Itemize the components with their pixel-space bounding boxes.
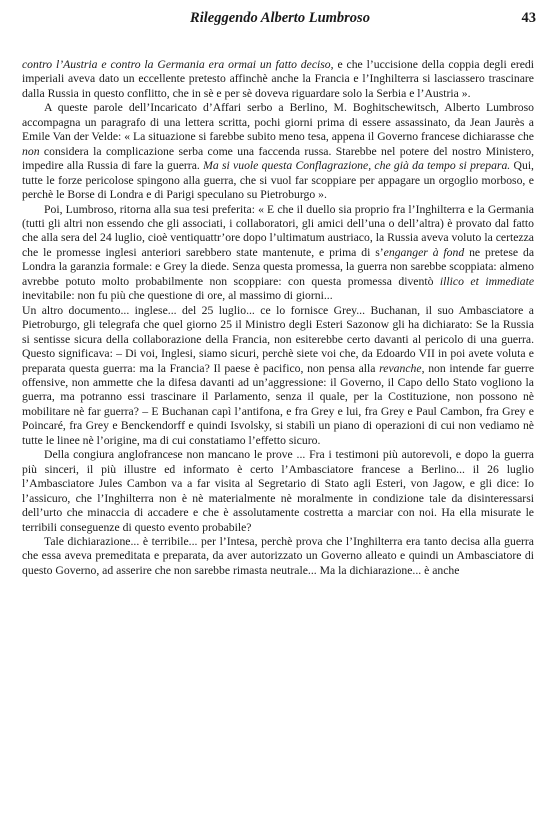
text-run: , non intende far guerre offensive, non ammette che la difesa davanti ad un’aggressione: il Governo, il Capo dello Stato vogliono la guerra, ma potranno essi trascinare il Parlamento, senza il quale, per la Costituzione, non possono nè mobilitare nè far guerra? – E Buchanan capì l’antifona, e fra Grey e lui, fra Grey e Paul Cambon, fra Grey e Poincaré, fra Grey e Benckendorff e quindi Isvolsky, si stabilì un piano di operazioni di cui non vediamo nè tutte le linee nè l’origine, ma di cui constatiamo l’effetto sicuro. [22, 361, 535, 447]
italic-text: illico et immediate [439, 274, 535, 288]
paragraph [22, 448, 534, 535]
italic-text: enganger à fond [383, 245, 465, 259]
paragraph [22, 304, 534, 449]
text-run: Della congiura anglofrancese non mancano le prove ... Fra i testimoni più autorevoli, e dopo la guerra più sinceri, il più illustre ed informato è certo l’Ambasciatore francese a Berlino... il 26 luglio l’Ambasciatore Jules Cambon va a far visita al Segretario di Stato agli Esteri, von Jagow, e gli dice: Io l’assicuro, che l’Inghilterra non è nè materialmente nè moralmente in condizione tale da disinteressarsi dell’urto che minaccia di accadere e che è assolutamente costretta a marciar con noi. Ha ella misurate le terribili conseguenze di questo evento probabile? [22, 448, 534, 534]
text-run: Un altro documento... inglese... del 25 luglio... ce lo fornisce Grey... Buchanan, il suo Ambasciatore a Pietroburgo, gli telegrafa che quel giorno 25 il Ministro degli Esteri Sazonow gli ha dichiarato: Se la Russia si sentisse sicura della collaborazione della Francia, non esiterebbe certo davanti al pericolo di una guerra. Questo significava: – Di voi, Inglesi, siamo sicuri, perchè siete voi che, da Edoardo VII in poi avete voluta e preparata questa guerra: ma la Francia? Il paese è pacifico, non pensa alla [22, 303, 534, 375]
text-run: ne pretese da Londra la garanzia formale: e Grey la diede. Senza questa promessa, la guerra non sarebbe scoppiata: almeno avrebbe potuto molto probabilmente non scoppiare: con questa promessa diventò [22, 245, 535, 288]
text-run: Tale dichiarazione... è terribile... per l’Intesa, perchè prova che l’Inghilterra era tanto decisa alla guerra che essa aveva premeditata e preparata, da aver autorizzato un Governo alleato e quindi un Ambasciatore di questo Governo, ad asserire che non sarebbe rimasta neutrale... Ma la dichiarazione... è anche [22, 534, 534, 577]
text-run: Qui, tutte le forze pericolose spingono alla guerra, che si vuol far scoppiare per appagare un orgoglio morboso, e perchè le Borse di Londra e di Parigi speculano su Pietroburgo ». [22, 159, 534, 202]
text-run: Poi, Lumbroso, ritorna alla sua tesi preferita: « E che il duello sia proprio fra l’Inghilterra e la Germania (tutti gli altri non essendo che gli associati, i collaboratori, gli amici dell’una o dell’altra) è provato dal fatto che alla sera del 24 luglio, cioè ventiquattr’ore dopo l’ultimatum austriaco, la Russia aveva voluto la certezza che le promesse inglesi anteriori sarebbero state mantenute, e prima di s’ [22, 202, 534, 259]
page-header [22, 10, 538, 36]
paragraph [22, 535, 534, 578]
italic-text: revanche [379, 361, 422, 375]
running-title: Rileggendo Alberto Lumbroso [190, 10, 370, 26]
paragraph [22, 101, 534, 202]
italic-text: non [22, 144, 40, 158]
text-run: A queste parole dell’Incaricato d’Affari serbo a Berlino, M. Boghitschewitsch, Alberto Lumbroso accompagna un paragrafo di una lettera scritta, pochi giorni prima di essere assassinato, da Jean Jaurès a Emile Van der Velde: « La situazione si farebbe subito meno tesa, appena il Governo francese dichiarasse che [22, 101, 534, 144]
italic-text: contro l’Austria e contro la Germania era ormai un fatto deciso [22, 58, 331, 71]
text-run: inevitabile: non fu più che questione di ore, al massimo di giorni... [22, 289, 333, 303]
body-text [22, 58, 534, 578]
italic-text: Ma si vuole questa Conflagrazione, che già da tempo si prepara. [203, 159, 511, 173]
paragraph [22, 58, 534, 101]
text-run: , e che l’uccisione della coppia degli eredi imperiali aveva dato un eccellente pretesto affinchè anche la Francia e l’Inghilterra si lasciassero trascinare dalla Russia in questo conflitto, che in sè e per sè doveva riguardare solo la Serbia e l’Austria ». [22, 58, 534, 100]
page-number: 43 [521, 10, 536, 26]
text-run: considera la complicazione serba come una faccenda russa. Starebbe nel potere del nostro Ministero, impedire alla Russia di fare la guerra. [22, 144, 534, 173]
paragraph [22, 203, 534, 304]
